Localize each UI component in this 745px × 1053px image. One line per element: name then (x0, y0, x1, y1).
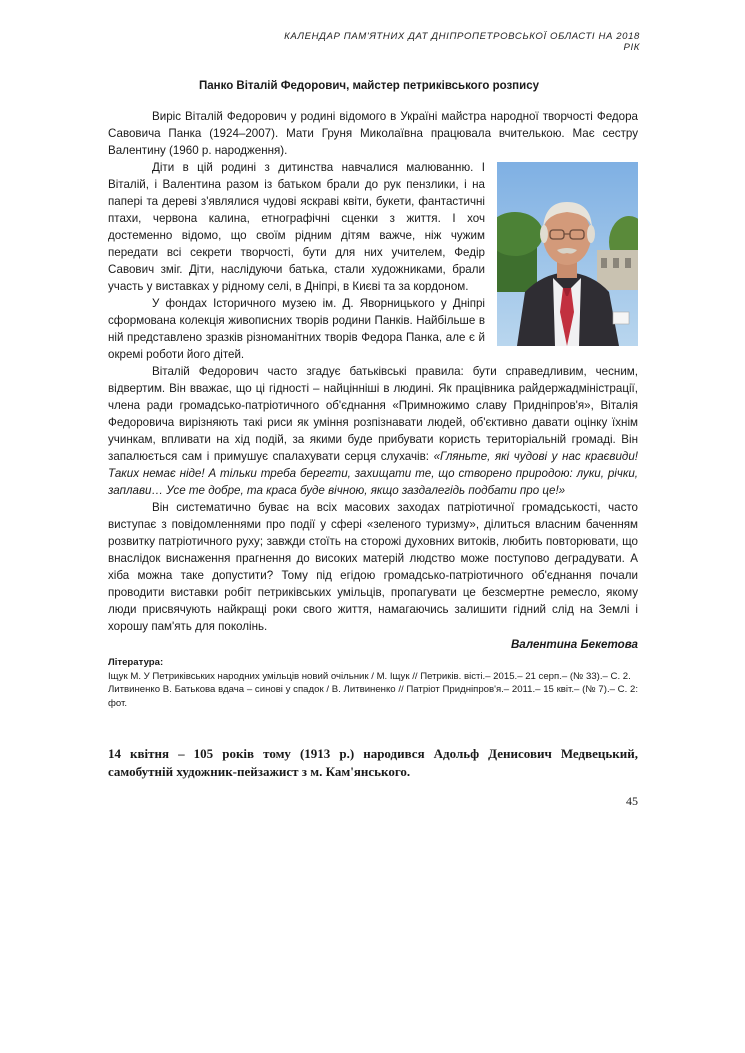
literature-title: Література: (108, 657, 164, 668)
article-title: Панко Віталій Федорович, майстер петриківського розпису (198, 80, 539, 92)
article-body (108, 108, 638, 653)
paragraph-4 (108, 363, 638, 499)
paragraph-4-text: Віталій Федорович часто згадує батьківські правила: бути справедливим, чесним, відвертим. Він вважає, що ці гідності – найцінніші в людині. Як працівника райдержадміністрації, члена ради громадсько-патріотичного об'єднання «Примножимо славу Придніпров'я», Віталія Федоровича вирізняють такі риси як уміння розпізнавати людей, об'єктивно давати оцінку їхнім учинкам, впливати на хід подій, за якими буде прибувати користь територіальній громаді. Він запалюється сам і примушує спалахувати серця слухачів: (108, 365, 638, 463)
page-number: 45 (626, 794, 638, 808)
paragraph-4-quote: «Гляньте, які чудові у нас краєвиди! Таких немає ніде! А тільки треба берегти, захищати те, що створено природою: луки, річки, заплави… Усе те добре, та краса буде вічною, якщо заздалегідь подбати про це!» (108, 450, 638, 497)
author-signature: Валентина Бекетова (510, 638, 638, 651)
paragraph-2: Діти в цій родині з дитинства навчалися малюванню. І Віталій, і Валентина разом із батьком брали до рук пензлики, і на папері та дереві з'являлися чудові яскраві квіти, букети, фантастичні птахи, червона калина, етнографічні сценки з життя. І хоч достеменно відомо, що своїм рідним дітям важче, ніж чужим передати всі секрети творчості, бути для них учителем, Федір Савович зміг. Діти, наслідуючи батька, стали художниками, брали участь у виставках у рідному селі, в Дніпрі, в Києві та за кордоном. (108, 161, 485, 293)
portrait-photo (497, 162, 638, 346)
literature-item-2: Литвиненко В. Батькова вдача – синові у спадок / В. Литвиненко // Патріот Придніпров'я.– 2011.– 15 квіт.– (№ 7).– С. 2: фот. (108, 684, 638, 709)
paragraph-3: У фондах Історичного музею ім. Д. Яворницького у Дніпрі сформована колекція живописних творів родини Панків. Найбільше в ній представлено зразків різноманітних творів Федора Панка, але є й окремі роботи його дітей. (108, 297, 485, 361)
literature-section (108, 656, 638, 710)
literature-item-1: Іщук М. У Петриківських народних умільців новий очільник / М. Іщук // Петриків. вісті.– 2015.– 21 серп.– (№ 33).– С. 2. (108, 670, 631, 682)
running-header: КАЛЕНДАР ПАМ'ЯТНИХ ДАТ ДНІПРОПЕТРОВСЬКОЇ ОБЛАСТІ НА 2018 РІК (284, 31, 640, 53)
calendar-event-entry: 14 квітня – 105 років тому (1913 р.) народився Адольф Денисович Медвецький, самобутній художник-пейзажист з м. Кам'янського. (108, 746, 638, 779)
paragraph-1: Виріс Віталій Федорович у родині відомого в Україні майстра народної творчості Федора Савовича Панка (1924–2007). Мати Груня Миколаївна працювала вчителькою. Має сестру Валентину (1960 р. народження). (108, 110, 638, 157)
paragraph-5: Він систематично буває на всіх масових заходах патріотичної громадськості, часто виступає з повідомленнями про події у сфері «зеленого туризму», ділиться власним баченням розвитку патріотичного руху; завжди стоїть на сторожі духовних витоків, любить повторювати, що внаслідок виснаження прагнення до високих матерій людство може поступово деградувати. А хіба можна таке допустити? Тому під егідою громадсько-патріотичного об'єднання почали проводити виставки робіт петриківських умільців, пропагувати це безсмертне ремесло, якому люди присвячують найкращі роки свого життя, намагаючись залишити гідний слід на Землі і хорошу пам'ять для поколінь. (108, 501, 638, 633)
